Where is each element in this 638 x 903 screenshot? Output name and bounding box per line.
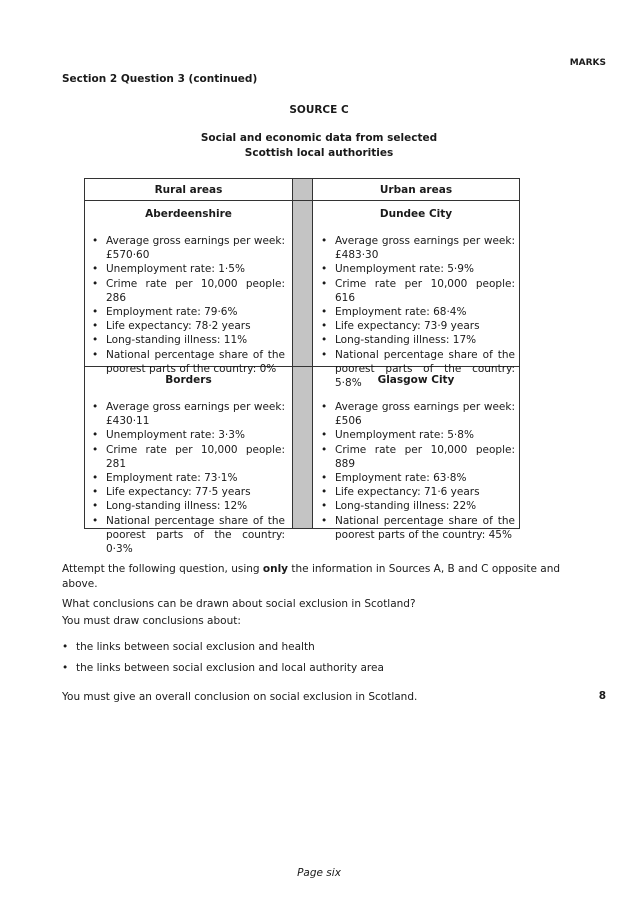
list-item: • Average gross earnings per week: £483·30 bbox=[319, 234, 515, 262]
list-item: • Employment rate: 63·8% bbox=[319, 471, 515, 485]
list-item: • Unemployment rate: 5·9% bbox=[319, 262, 515, 276]
header-divider bbox=[85, 200, 519, 201]
dundee-city-stats bbox=[319, 234, 515, 390]
list-item: • Life expectancy: 71·6 years bbox=[319, 485, 515, 499]
list-item: • National percentage share of the poorest parts of the country: 5·8% bbox=[319, 348, 515, 391]
question-intro bbox=[62, 562, 562, 592]
list-item: • Employment rate: 79·6% bbox=[90, 305, 285, 319]
list-item: • Life expectancy: 78·2 years bbox=[90, 319, 285, 333]
source-subtitle-line-2: Scottish local authorities bbox=[244, 147, 394, 159]
glasgow-city-stats bbox=[319, 400, 515, 542]
area-name-glasgow-city: Glasgow City bbox=[377, 374, 455, 386]
list-item: • Average gross earnings per week: £570·60 bbox=[90, 234, 285, 262]
list-item: • the links between social exclusion and local authority area bbox=[62, 658, 384, 679]
list-item: • Long-standing illness: 12% bbox=[90, 499, 285, 513]
question-intro-emphasis: only bbox=[262, 563, 289, 575]
area-name-dundee-city: Dundee City bbox=[379, 208, 453, 220]
area-name-borders: Borders bbox=[165, 374, 212, 386]
question-intro-start: Attempt the following question, using bbox=[62, 563, 263, 575]
list-item: • National percentage share of the poorest parts of the country: 0% bbox=[90, 348, 285, 376]
question-marks: 8 bbox=[598, 690, 606, 702]
list-item: • Crime rate per 10,000 people: 889 bbox=[319, 443, 515, 471]
list-item: • Life expectancy: 77·5 years bbox=[90, 485, 285, 499]
section-heading: Section 2 Question 3 (continued) bbox=[62, 73, 258, 85]
marks-column-label: MARKS bbox=[569, 58, 606, 68]
source-subtitle-line-1: Social and economic data from selected bbox=[200, 132, 438, 144]
list-item: • Long-standing illness: 17% bbox=[319, 333, 515, 347]
list-item: • Average gross earnings per week: £506 bbox=[319, 400, 515, 428]
question-overall: You must give an overall conclusion on social exclusion in Scotland. bbox=[62, 691, 418, 703]
borders-stats bbox=[90, 400, 285, 556]
question-bullets bbox=[62, 637, 384, 679]
question-must-draw: You must draw conclusions about: bbox=[62, 615, 241, 627]
list-item: • Employment rate: 73·1% bbox=[90, 471, 285, 485]
question-prompt: What conclusions can be drawn about social exclusion in Scotland? bbox=[62, 598, 416, 610]
list-item: • Unemployment rate: 1·5% bbox=[90, 262, 285, 276]
list-item: • Crime rate per 10,000 people: 281 bbox=[90, 443, 285, 471]
data-table bbox=[84, 178, 520, 556]
page-number: Page six bbox=[297, 867, 341, 879]
list-item: • National percentage share of the poorest parts of the country: 0·3% bbox=[90, 514, 285, 557]
list-item: • Crime rate per 10,000 people: 616 bbox=[319, 277, 515, 305]
question-intro-end: the information in Sources A, B and C opposite and above. bbox=[62, 563, 561, 590]
list-item: • Average gross earnings per week: £430·11 bbox=[90, 400, 285, 428]
table-separator-column bbox=[292, 179, 313, 528]
list-item: • Employment rate: 68·4% bbox=[319, 305, 515, 319]
list-item: • Crime rate per 10,000 people: 286 bbox=[90, 277, 285, 305]
list-item: • the links between social exclusion and health bbox=[62, 637, 384, 658]
source-subtitle bbox=[0, 131, 638, 161]
source-title: SOURCE C bbox=[289, 104, 349, 116]
list-item: • National percentage share of the poorest parts of the country: 45% bbox=[319, 514, 515, 542]
list-item: • Long-standing illness: 11% bbox=[90, 333, 285, 347]
list-item: • Life expectancy: 73·9 years bbox=[319, 319, 515, 333]
rural-areas-header: Rural areas bbox=[154, 184, 223, 196]
list-item: • Unemployment rate: 3·3% bbox=[90, 428, 285, 442]
aberdeenshire-stats bbox=[90, 234, 285, 376]
list-item: • Unemployment rate: 5·8% bbox=[319, 428, 515, 442]
list-item: • Long-standing illness: 22% bbox=[319, 499, 515, 513]
urban-areas-header: Urban areas bbox=[379, 184, 453, 196]
area-name-aberdeenshire: Aberdeenshire bbox=[145, 208, 232, 220]
